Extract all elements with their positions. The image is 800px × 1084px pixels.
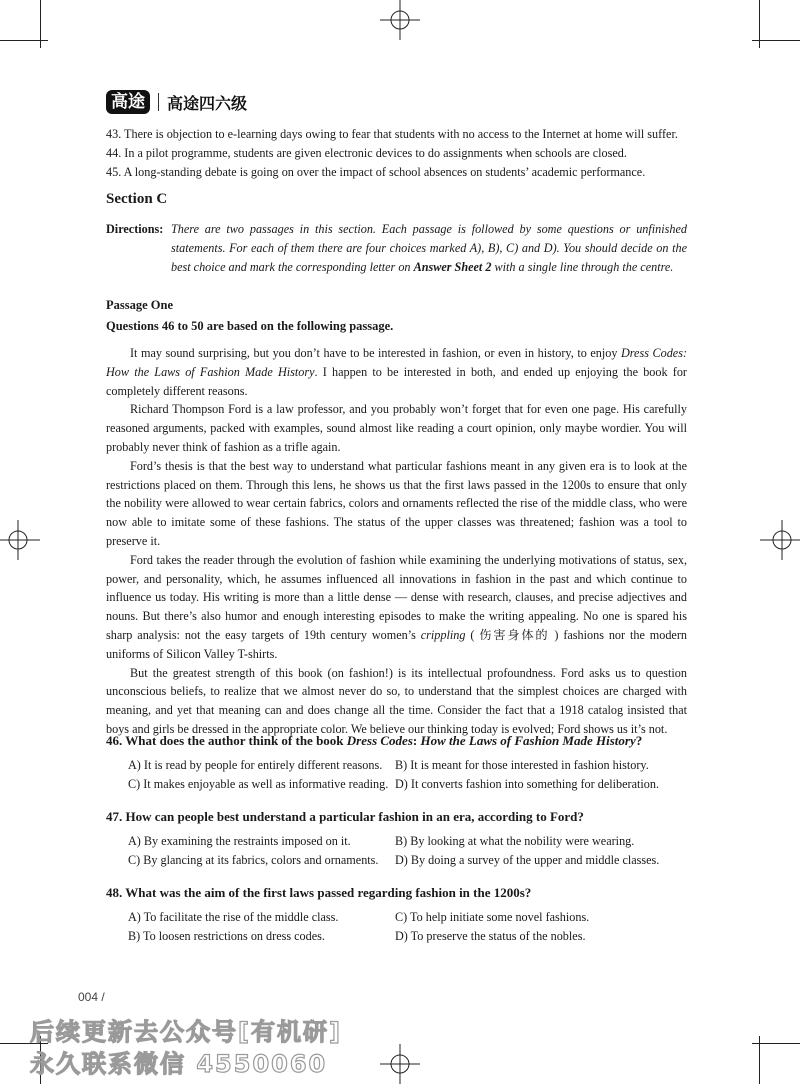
option-47-b[interactable]: B) By looking at what the nobility were wearing. — [395, 834, 635, 848]
section-title: Section C — [106, 191, 168, 207]
watermark-line-1: 后续更新去公众号[有机研] — [30, 1018, 342, 1046]
directions-text: There are two passages in this section. Each passage is followed by some questions or unfinished statements. For each of them there are four choices marked A), B), C) and D). You should decide on the best choice and mark the corresponding letter on Answer Sheet 2 with a single line through the centre. — [171, 222, 687, 274]
option-47-d[interactable]: D) By doing a survey of the upper and middle classes. — [395, 853, 660, 867]
statement-43: 43. There is objection to e-learning days owing to fear that students with no access to the Internet at home will suffer. — [106, 127, 678, 141]
passage-subtitle: Questions 46 to 50 are based on the following passage. — [106, 319, 394, 333]
option-48-c[interactable]: C) To help initiate some novel fashions. — [395, 910, 590, 924]
question-48: 48. What was the aim of the first laws passed regarding fashion in the 1200s? — [106, 885, 532, 900]
option-46-c[interactable]: C) It makes enjoyable as well as informative reading. — [128, 777, 389, 791]
page-number: 004 / — [78, 990, 105, 1004]
option-47-c[interactable]: C) By glancing at its fabrics, colors and ornaments. — [128, 853, 379, 867]
paragraph-2: Richard Thompson Ford is a law professor, and you probably won’t forget that for even one page. His carefully reasoned arguments, packed with examples, sound almost like reading a court opinion, only maybe wordier. You will probably never think of fashion as a trifle again. — [106, 402, 687, 454]
option-48-d[interactable]: D) To preserve the status of the nobles. — [395, 929, 586, 943]
statement-44: 44. In a pilot programme, students are given electronic devices to do assignments when schools are closed. — [106, 146, 627, 160]
option-46-b[interactable]: B) It is meant for those interested in fashion history. — [395, 758, 649, 772]
paragraph-3: Ford’s thesis is that the best way to understand what particular fashions meant in any given era is to look at the restrictions placed on them. Through this lens, he shows us that the first laws passed in the 1200s to ensure that only the nobility were allowed to wear certain fabrics, colors and ornaments reflected the rise of the middle class, who were now able to imitate some of these fashions. The status of the upper classes was threatened; fashion was a tool to preserve it. — [106, 458, 687, 548]
registration-mark-left — [0, 520, 40, 560]
paragraph-5: But the greatest strength of this book (on fashion!) is its intellectual profoundness. Ford asks us to question unconscious beliefs, to realize that we almost never do so, to understand that the simplest choices are charged with meaning, and yet that meaning can and does change all the time. Consider the fact that a 1918 catalog insisted that boys and girls be dressed in the appropriate color. We believe our thinking today is evolved; Ford shows us it’s not. — [106, 665, 687, 736]
option-46-d[interactable]: D) It converts fashion into something for deliberation. — [395, 777, 660, 791]
brand-name: 高途四六级 — [167, 93, 248, 113]
question-47: 47. How can people best understand a particular fashion in an era, according to Ford? — [106, 809, 584, 824]
paragraph-4: Ford takes the reader through the evolution of fashion while examining the underlying motivations of status, sex, power, and personality, which, he assumes influenced all innovations in fashion in the past and which continue to influence us today. His writing is more than a little dense — dense with research, clauses, and precise adjectives and nouns. But there’s also humor and enough interesting episodes to make the writing appealing. No one is spared his sharp analysis: not the easy targets of 19th century women’s crippling ( 伤害身体的 ) fashions nor the modern uniforms of Silicon Valley T-shirts. — [106, 552, 687, 661]
registration-mark-top — [380, 0, 420, 40]
registration-mark-bottom — [380, 1044, 420, 1084]
passage-title: Passage One — [106, 298, 174, 312]
option-48-b[interactable]: B) To loosen restrictions on dress codes. — [128, 929, 325, 943]
question-46: 46. What does the author think of the book Dress Codes: How the Laws of Fashion Made History? — [106, 733, 643, 748]
option-48-a[interactable]: A) To facilitate the rise of the middle class. — [128, 910, 339, 924]
brand-logo: 高途 — [106, 90, 150, 114]
header-divider — [158, 93, 159, 111]
option-47-a[interactable]: A) By examining the restraints imposed on it. — [128, 834, 351, 848]
option-46-a[interactable]: A) It is read by people for entirely different reasons. — [128, 758, 383, 772]
registration-mark-right — [760, 520, 800, 560]
statement-45: 45. A long-standing debate is going on over the impact of school absences on students’ academic performance. — [106, 165, 646, 179]
paragraph-1: It may sound surprising, but you don’t have to be interested in fashion, or even in history, to enjoy Dress Codes: How the Laws of Fashion Made History. I happen to be interested in both, and ended up enjoying the book for completely different reasons. — [106, 346, 688, 398]
passage-body — [106, 344, 687, 739]
brand-header — [106, 90, 247, 114]
watermark-line-2: 永久联系微信 4550060 — [30, 1050, 328, 1078]
directions-label: Directions: — [106, 222, 164, 236]
